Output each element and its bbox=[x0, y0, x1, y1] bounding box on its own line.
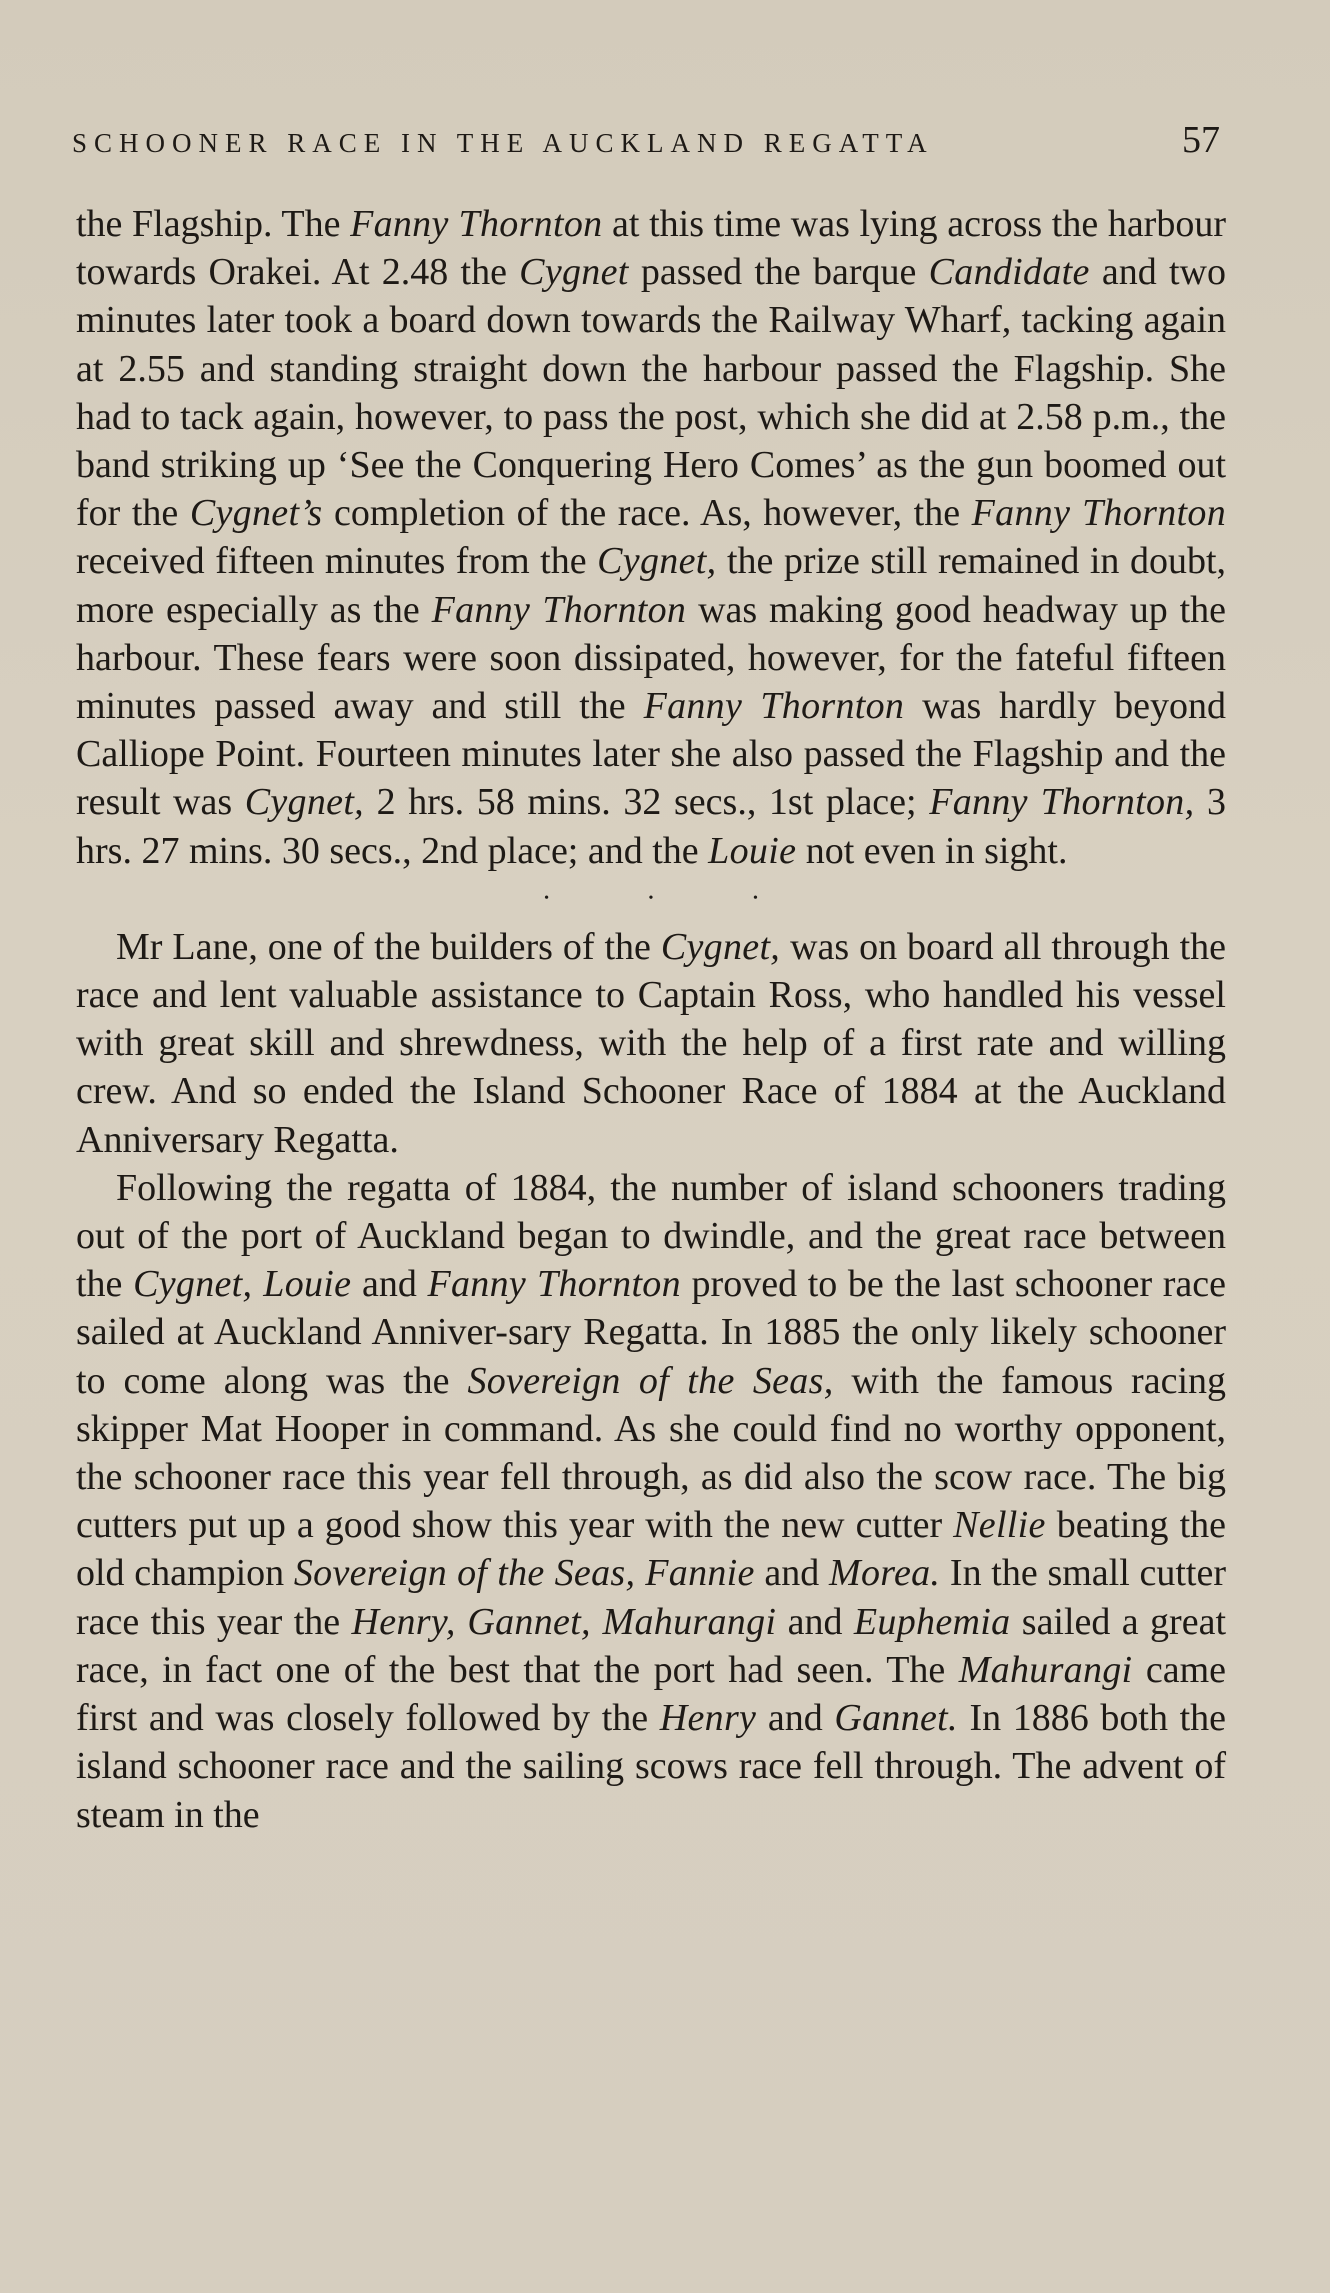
italic-text: Gannet. bbox=[834, 1697, 958, 1740]
italic-text: Cygnet’s bbox=[189, 492, 323, 535]
text-run: was hardly beyond Calliope Point. Fourteen minutes later she also passed the Flagship and the result was bbox=[76, 685, 1226, 824]
italic-text: Cygnet, Louie bbox=[133, 1263, 352, 1306]
text-run: In the small cutter race this year the bbox=[76, 1552, 1226, 1643]
text-run: the prize still remained in doubt, more especially as the bbox=[76, 540, 1227, 631]
italic-text: Mahurangi bbox=[958, 1648, 1133, 1691]
italic-text: Fanny Thornton bbox=[350, 203, 603, 245]
italic-text: Cygnet, bbox=[660, 925, 781, 968]
italic-text: Nellie bbox=[953, 1504, 1046, 1547]
italic-text: Fanny Thornton bbox=[643, 685, 905, 728]
body-text bbox=[76, 200, 1226, 1839]
paragraph bbox=[76, 200, 1226, 875]
text-run: Following the regatta of 1884, the number of island schooners trading out of the port of Auckland began to dwindle, and the great race between the bbox=[76, 1166, 1226, 1306]
text-run: with the famous racing skipper Mat Hooper in command. As she could find no worthy opponent, the schooner race this year fell through, as did also the scow race. The big cutters put up a good show this year with the new cutter bbox=[76, 1359, 1227, 1547]
text-run: received fifteen minutes from the bbox=[76, 540, 598, 583]
text-run: was making good headway up the harbour. These fears were soon dissipated, however, for the fateful fifteen minutes passed away and still the bbox=[76, 588, 1226, 728]
chapter-title: SCHOONER RACE IN THE AUCKLAND REGATTA bbox=[72, 128, 934, 158]
section-break-dots: • • • bbox=[544, 890, 806, 906]
italic-text: Fanny Thornton bbox=[431, 588, 687, 631]
italic-text: Henry, Gannet, Mahurangi bbox=[351, 1600, 777, 1643]
text-run: proved to be the last schooner race sailed at Auckland Anniver-sary Regatta. In 1885 the only likely schooner to come along was the bbox=[76, 1263, 1226, 1402]
italic-text: Sovereign of the Seas, bbox=[467, 1359, 834, 1402]
text-run: In 1886 both the island schooner race and the sailing scows race fell through. The advent of steam in the bbox=[76, 1697, 1226, 1836]
text-run: sailed a great race, in fact one of the best that the port had seen. The bbox=[76, 1600, 1227, 1691]
text-run: the Flagship. The bbox=[76, 203, 351, 245]
text-run: 3 hrs. 27 mins. 30 secs., 2nd place; and the bbox=[76, 781, 1227, 872]
italic-text: Sovereign of the Seas, Fannie bbox=[293, 1552, 755, 1595]
text-run: and bbox=[351, 1263, 428, 1306]
italic-text: Fanny Thornton, bbox=[929, 781, 1195, 824]
text-run: came first and was closely followed by the bbox=[76, 1648, 1226, 1740]
italic-text: Fanny Thornton bbox=[971, 492, 1226, 535]
italic-text: Cygnet, bbox=[597, 540, 717, 583]
text-run: and bbox=[776, 1600, 854, 1643]
text-run: was on board all through the race and lent valuable assistance to Captain Ross, who handled his vessel with great skill and shrewdness, with the help of a first rate and willing crew. And so ended the Island Schooner Race of 1884 at the Auckland Anniversary Regatta. bbox=[76, 925, 1227, 1161]
text-run: completion of the race. As, however, the bbox=[322, 492, 972, 535]
text-run: passed the barque bbox=[628, 251, 929, 294]
paragraph bbox=[76, 1164, 1226, 1839]
page-number: 57 bbox=[1182, 119, 1220, 161]
text-run: at this time was lying across the harbour towards Orakei. At 2.48 the bbox=[76, 203, 1226, 294]
paragraph bbox=[76, 923, 1226, 1164]
running-header bbox=[72, 119, 1220, 168]
text-run: and bbox=[756, 1697, 835, 1740]
italic-text: Morea. bbox=[829, 1552, 941, 1595]
text-run: not even in sight. bbox=[796, 829, 1068, 872]
text-run: and two minutes later took a board down towards the Railway Wharf, tacking again at 2.55 and standing straight down the harbour passed the Flagship. She had to tack again, however, to pass the post, which she did at 2.58 p.m., the band striking up ‘See the Conquering Hero Comes’ as the gun boomed out for the bbox=[76, 251, 1226, 535]
italic-text: Candidate bbox=[928, 251, 1090, 294]
text-run: and bbox=[754, 1552, 830, 1595]
italic-text: Cygnet bbox=[519, 251, 629, 294]
text-run: beating the old champion bbox=[76, 1504, 1226, 1595]
text-run: Mr Lane, one of the builders of the bbox=[116, 925, 661, 968]
italic-text: Fanny Thornton bbox=[427, 1263, 681, 1306]
text-run: 2 hrs. 58 mins. 32 secs., 1st place; bbox=[364, 781, 930, 824]
italic-text: Euphemia bbox=[853, 1600, 1011, 1643]
italic-text: Henry bbox=[659, 1697, 757, 1740]
italic-text: Louie bbox=[708, 829, 797, 872]
italic-text: Cygnet, bbox=[244, 781, 364, 824]
